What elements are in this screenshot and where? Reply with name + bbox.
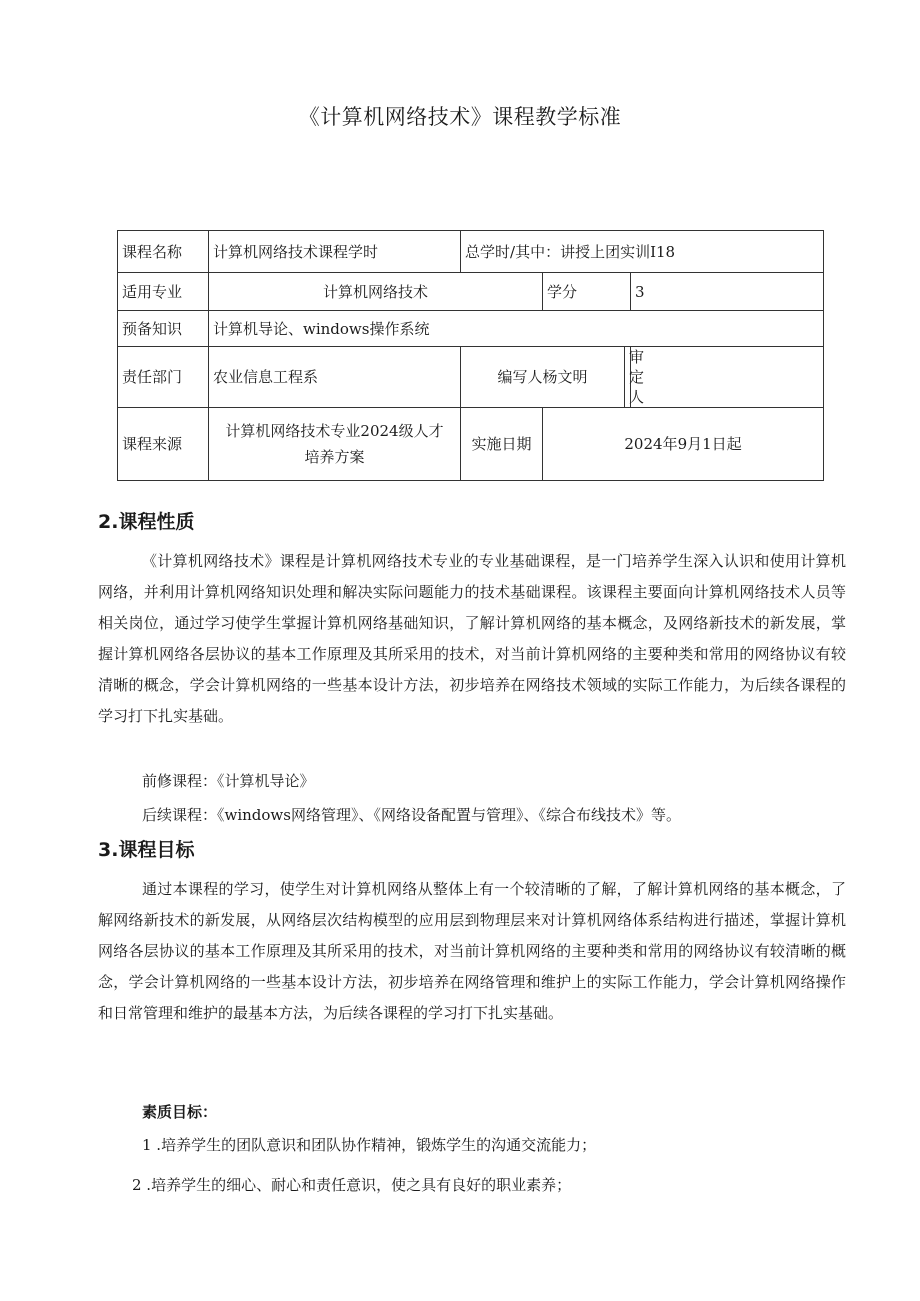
credit-label: 学分 (543, 273, 631, 311)
section2-paragraph: 《计算机网络技术》课程是计算机网络技术专业的专业基础课程，是一门培养学生深入认识和使用计算机网络，并利用计算机网络知识处理和解决实际问题能力的技术基础课程。该课程主要面向计算机网络技术人员等相关岗位，通过学习使学生掌握计算机网络基础知识，了解计算机网络的基本概念，及网络新技术的新发展，掌握计算机网络各层协议的基本工作原理及其所采用的技术，对当前计算机网络的主要种类和常用的网络协议有较清晰的概念，学会计算机网络的一些基本设计方法，初步培养在网络技术领域的实际工作能力，为后续各课程的学习打下扎实基础。 (98, 552, 846, 725)
section2-heading: 2.课程性质 (98, 511, 195, 533)
author-cell: 编写人杨文明 (461, 347, 625, 408)
course-name-label: 课程名称 (118, 231, 209, 273)
credit-value: 3 (631, 273, 824, 311)
dept-label: 责任部门 (118, 347, 209, 408)
major-label: 适用专业 (118, 273, 209, 311)
course-hours-value: 总学时/其中：讲授上团实训I18 (461, 231, 824, 273)
source-value-line1: 计算机网络技术专业2024级人才 (225, 422, 444, 440)
prereq-value: 计算机导论、windows操作系统 (209, 311, 824, 347)
quality-goals-label: 素质目标： (142, 1103, 218, 1121)
source-label: 课程来源 (118, 408, 209, 481)
page-title: 《计算机网络技术》课程教学标准 (298, 105, 622, 129)
dept-value: 农业信息工程系 (209, 347, 461, 408)
impl-date-value: 2024年9月1日起 (543, 408, 824, 481)
reviewer-value (631, 347, 824, 408)
section3-paragraph: 通过本课程的学习，使学生对计算机网络从整体上有一个较清晰的了解，了解计算机网络的基本概念，了解网络新技术的新发展，从网络层次结构模型的应用层到物理层来对计算机网络体系结构进行描述，掌握计算机网络各层协议的基本工作原理及其所采用的技术，对当前计算机网络的主要种类和常用的网络协议有较清晰的概念，学会计算机网络的一些基本设计方法，初步培养在网络管理和维护上的实际工作能力，学会计算机网络操作和日常管理和维护的最基本方法，为后续各课程的学习打下扎实基础。 (98, 880, 846, 1022)
quality-goal-2: 2 .培养学生的细心、耐心和责任意识，使之具有良好的职业素养； (132, 1176, 572, 1194)
impl-date-label: 实施日期 (461, 408, 543, 481)
next-courses: 后续课程：《windows网络管理》、《网络设备配置与管理》、《综合布线技术》等。 (142, 806, 681, 824)
course-name-value: 计算机网络技术课程学时 (209, 231, 461, 273)
source-value-line2: 培养方案 (304, 448, 365, 466)
prior-course: 前修课程：《计算机导论》 (142, 772, 315, 790)
section3-heading: 3.课程目标 (98, 839, 195, 861)
course-info-table (117, 230, 824, 481)
reviewer-label: 审定人 (625, 347, 631, 408)
prereq-label: 预备知识 (118, 311, 209, 347)
source-value (209, 408, 461, 481)
major-value: 计算机网络技术 (209, 273, 543, 311)
quality-goal-1: 1 .培养学生的团队意识和团队协作精神，锻炼学生的沟通交流能力； (142, 1136, 597, 1154)
